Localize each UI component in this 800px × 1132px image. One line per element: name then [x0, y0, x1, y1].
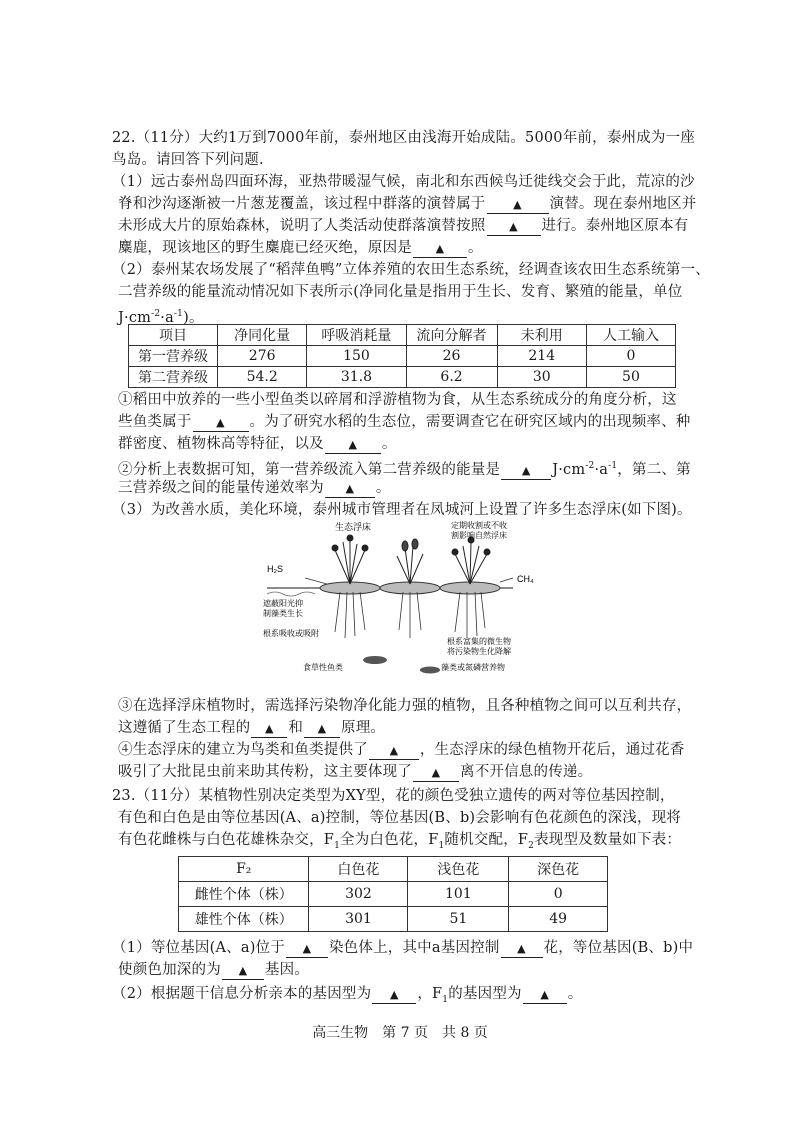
q22-header-2: 鸟岛。请回答下列问题.	[112, 152, 264, 168]
q22-p2-line1: （2）泰州某农场发展了“稻萍鱼鸭”立体养殖的农田生态系统，经调查该农田生态系统第一、	[112, 262, 710, 278]
table-cell: 276	[217, 346, 306, 367]
table-cell: 54.2	[217, 367, 306, 388]
answer-blank[interactable]: ▲	[286, 940, 328, 958]
q23-p1-line1: （1）等位基因(A、a)位于 ▲ 染色体上，其中a基因控制 ▲ 花，等位基因(B、b)中	[112, 940, 694, 956]
q22-p1-line1: （1）远古泰州岛四面环海，亚热带暖湿气候，南北和东西候鸟迁徙线交会于此，荒凉的沙	[112, 174, 695, 190]
answer-blank[interactable]: ▲	[501, 940, 543, 958]
label-root-absorb: 根系吸收或吸附	[263, 629, 319, 638]
table-header-row	[179, 857, 608, 882]
table-cell: 0	[586, 346, 675, 367]
table-header: 呼吸消耗量	[307, 325, 406, 346]
table-cell: 雄性个体（株）	[179, 907, 309, 932]
table-cell: 26	[406, 346, 497, 367]
q22-sub3-line2: 这遵循了生态工程的 ▲ 和 ▲ 原理。	[118, 720, 386, 736]
answer-blank[interactable]: ▲	[222, 962, 264, 980]
table-row	[179, 907, 608, 932]
arrow	[305, 578, 327, 584]
answer-blank[interactable]: ▲	[325, 436, 381, 454]
table-cell: 0	[509, 882, 608, 907]
q22-sub2-line2: 三营养级之间的能量传递效率为 ▲ 。	[118, 480, 391, 496]
arrow	[500, 578, 513, 582]
answer-blank[interactable]: ▲	[304, 720, 340, 738]
q23-line1: 有色和白色是由等位基因(A、a)控制，等位基因(B、b)会影响有色花颜色的深浅，现将	[118, 810, 682, 826]
table-cell: 31.8	[307, 367, 406, 388]
answer-blank[interactable]: ▲	[413, 240, 467, 258]
q23-line2: 有色花雌株与白色花雄株杂交，$F_1$全为白色花，$F_1$随机交配，$F_2$表现型及数量如下表：	[118, 832, 682, 851]
table-cell: 49	[509, 907, 608, 932]
answer-blank[interactable]: ▲	[501, 462, 551, 480]
table-row	[129, 346, 676, 367]
table-header: 人工输入	[586, 325, 675, 346]
answer-blank[interactable]: ▲	[372, 986, 416, 1004]
label-microbe-2: 将污染物生化降解	[447, 647, 511, 656]
table-header: F₂	[179, 857, 309, 882]
label-floating-bed: 生态浮床	[335, 522, 372, 532]
plant-cluster-2	[397, 539, 423, 584]
q22-sub1-line1: ①稻田中放养的一些小型鱼类以碎屑和浮游植物为食，从生态系统成分的角度分析，这	[118, 392, 677, 408]
q22-p1-line4: 麋鹿，现该地区的野生麋鹿已经灭绝，原因是 ▲ 。	[118, 240, 483, 256]
table-cell: 第二营养级	[129, 367, 218, 388]
label-harvest-1: 定期收割或不收	[451, 521, 507, 530]
label-algae: 藻类或氮磷营养物	[441, 663, 505, 672]
q22-p1-line2: 脊和沙沟逐渐被一片葱茏覆盖，该过程中群落的演替属于 ▲ 演替。现在泰州地区并	[118, 196, 697, 212]
table-cell: 301	[309, 907, 408, 932]
label-harvest-2: 割影响自然浮床	[451, 531, 507, 540]
plant-cluster-3	[452, 537, 490, 584]
answer-blank[interactable]: ▲	[193, 414, 249, 432]
answer-blank[interactable]: ▲	[251, 720, 287, 738]
label-microbe-1: 根系富集的微生物	[447, 637, 511, 646]
roots	[335, 592, 485, 638]
q22-sub4-line2: 吸引了大批昆虫前来助其传粉，这主要体现了 ▲ 离不开信息的传递。	[118, 764, 593, 780]
table-row	[179, 882, 608, 907]
q23-header: 23.（11分）某植物性别决定类型为XY型，花的颜色受独立遗传的两对等位基因控制，	[112, 788, 675, 804]
answer-blank[interactable]: ▲	[369, 742, 419, 760]
q22-header: 22.（11分）大约1万到7000年前，泰州地区由浅海开始成陆。5000年前，泰州成为一座	[112, 130, 696, 146]
table-header: 项目	[129, 325, 218, 346]
fish	[420, 667, 440, 674]
q22-sub2-line1: ②分析上表数据可知，第一营养级流入第二营养级的能量是 ▲ $J\cdot cm^{-2}\cdot a^{-1}$，第二、第	[118, 461, 691, 478]
label-fish: 食草性鱼类	[303, 663, 343, 672]
q22-sub3-line1: ③在选择浮床植物时，需选择污染物净化能力强的植物，且各种植物之间可以互利共存，	[118, 698, 692, 714]
table-row	[129, 367, 676, 388]
label-h2s: H₂S	[267, 564, 283, 574]
fish	[363, 656, 387, 664]
table-header: 净同化量	[217, 325, 306, 346]
table-cell: 50	[586, 367, 675, 388]
table-header: 流向分解者	[406, 325, 497, 346]
wave	[267, 592, 315, 596]
table-cell: 6.2	[406, 367, 497, 388]
q22-sub4-line1: ④生态浮床的建立为鸟类和鱼类提供了 ▲ ，生态浮床的绿色植物开花后，通过花香	[118, 742, 685, 758]
answer-blank[interactable]: ▲	[523, 986, 567, 1004]
answer-blank[interactable]: ▲	[325, 480, 375, 498]
table-cell: 30	[497, 367, 586, 388]
label-shade-2: 制藻类生长	[263, 609, 303, 618]
q22-sub1-line2: 些鱼类属于 ▲ 。为了研究水稻的生态位，需要调查它在研究区域内的出现频率、种	[118, 414, 691, 430]
table-cell: 51	[408, 907, 509, 932]
q22-p2-line3: $J\cdot cm^{-2}\cdot a^{-1}$)。	[118, 309, 204, 326]
f2-table	[178, 856, 608, 932]
q22-sub1-line3: 群密度、植物株高等特征，以及 ▲ 。	[118, 436, 397, 452]
floating-bed-figure	[255, 520, 555, 690]
q22-p2-line2: 二营养级的能量流动情况如下表所示(净同化量是指用于生长、发育、繁殖的能量，单位	[118, 284, 683, 300]
answer-blank[interactable]: ▲	[487, 196, 549, 214]
q23-p2: （2）根据题干信息分析亲本的基因型为 ▲ ，$F_1$的基因型为 ▲ 。	[112, 986, 583, 1005]
answer-blank[interactable]: ▲	[413, 764, 459, 782]
label-ch4: CH₄	[517, 574, 534, 584]
table-header: 白色花	[309, 857, 408, 882]
table-cell: 101	[408, 882, 509, 907]
table-cell: 雌性个体（株）	[179, 882, 309, 907]
plant-cluster-1	[332, 535, 368, 584]
label-shade-1: 遮蔽阳光抑	[263, 599, 303, 608]
table-cell: 第一营养级	[129, 346, 218, 367]
q22-p3: （3）为改善水质，美化环境，泰州城市管理者在凤城河上设置了许多生态浮床(如下图)。	[112, 502, 692, 518]
table-header-row	[129, 325, 676, 346]
energy-table	[128, 324, 676, 388]
table-header: 浅色花	[408, 857, 509, 882]
table-cell: 150	[307, 346, 406, 367]
table-header: 深色花	[509, 857, 608, 882]
answer-blank[interactable]: ▲	[487, 218, 541, 236]
table-cell: 214	[497, 346, 586, 367]
q22-p1-line3: 未形成大片的原始森林，说明了人类活动使群落演替按照 ▲ 进行。泰州地区原本有	[118, 218, 689, 234]
table-cell: 302	[309, 882, 408, 907]
q23-p1-line2: 使颜色加深的为 ▲ 基因。	[118, 962, 310, 978]
page-footer: 高三生物 第 7 页 共 8 页	[312, 1025, 488, 1041]
table-header: 未利用	[497, 325, 586, 346]
